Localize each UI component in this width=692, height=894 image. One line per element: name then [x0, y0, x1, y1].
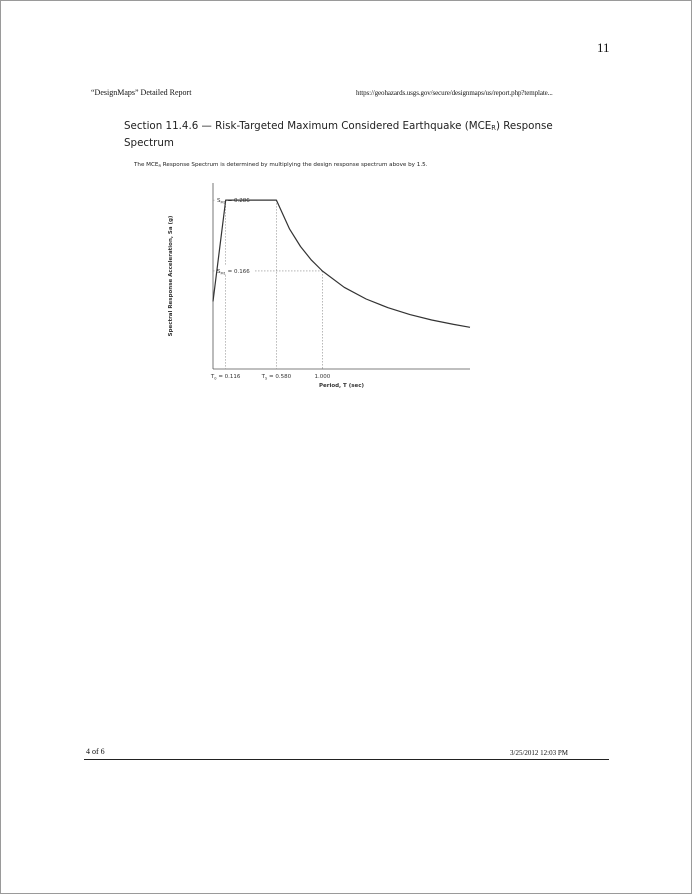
response-spectrum-curve — [213, 200, 470, 327]
footer-page-count: 4 of 6 — [86, 747, 105, 756]
y-axis-title: Spectral Response Acceleration, Sa (g) — [168, 215, 174, 337]
intro-subscript: R — [158, 164, 161, 168]
section-title-subscript: R — [491, 124, 496, 132]
footer-timestamp: 3/25/2012 12:03 PM — [510, 749, 568, 757]
t0-tick-label: $T_0 = 0.116$ — [210, 374, 241, 381]
chart-root — [168, 183, 470, 389]
intro-text-start: The MCE — [134, 162, 159, 168]
header-report-title: “DesignMaps” Detailed Report — [91, 88, 192, 97]
page-number: 11 — [597, 40, 610, 55]
section-title-text-end: ) Response Spectrum — [124, 120, 553, 149]
sm1-label: $S_{M1} = 0.166$ — [217, 268, 250, 276]
intro-text-end: Response Spectrum is determined by multiplying the design response spectrum above by 1.5. — [160, 162, 428, 168]
x-axis-title: Period, T (sec) — [318, 383, 365, 389]
t1-tick-label: 1.000 — [314, 374, 331, 380]
ts-tick-label: $T_S = 0.580$ — [261, 374, 292, 381]
intro-text — [134, 162, 427, 168]
footer-divider — [84, 759, 609, 760]
header-url[interactable]: https://geohazards.usgs.gov/secure/designmaps/us/report.php?template... — [356, 89, 553, 97]
section-title — [124, 119, 554, 151]
response-spectrum-chart — [160, 178, 480, 398]
section-title-text: Section 11.4.6 — Risk-Targeted Maximum Considered Earthquake (MCE — [124, 120, 492, 132]
sms-label: $S_{MS} = 0.286$ — [217, 198, 250, 205]
